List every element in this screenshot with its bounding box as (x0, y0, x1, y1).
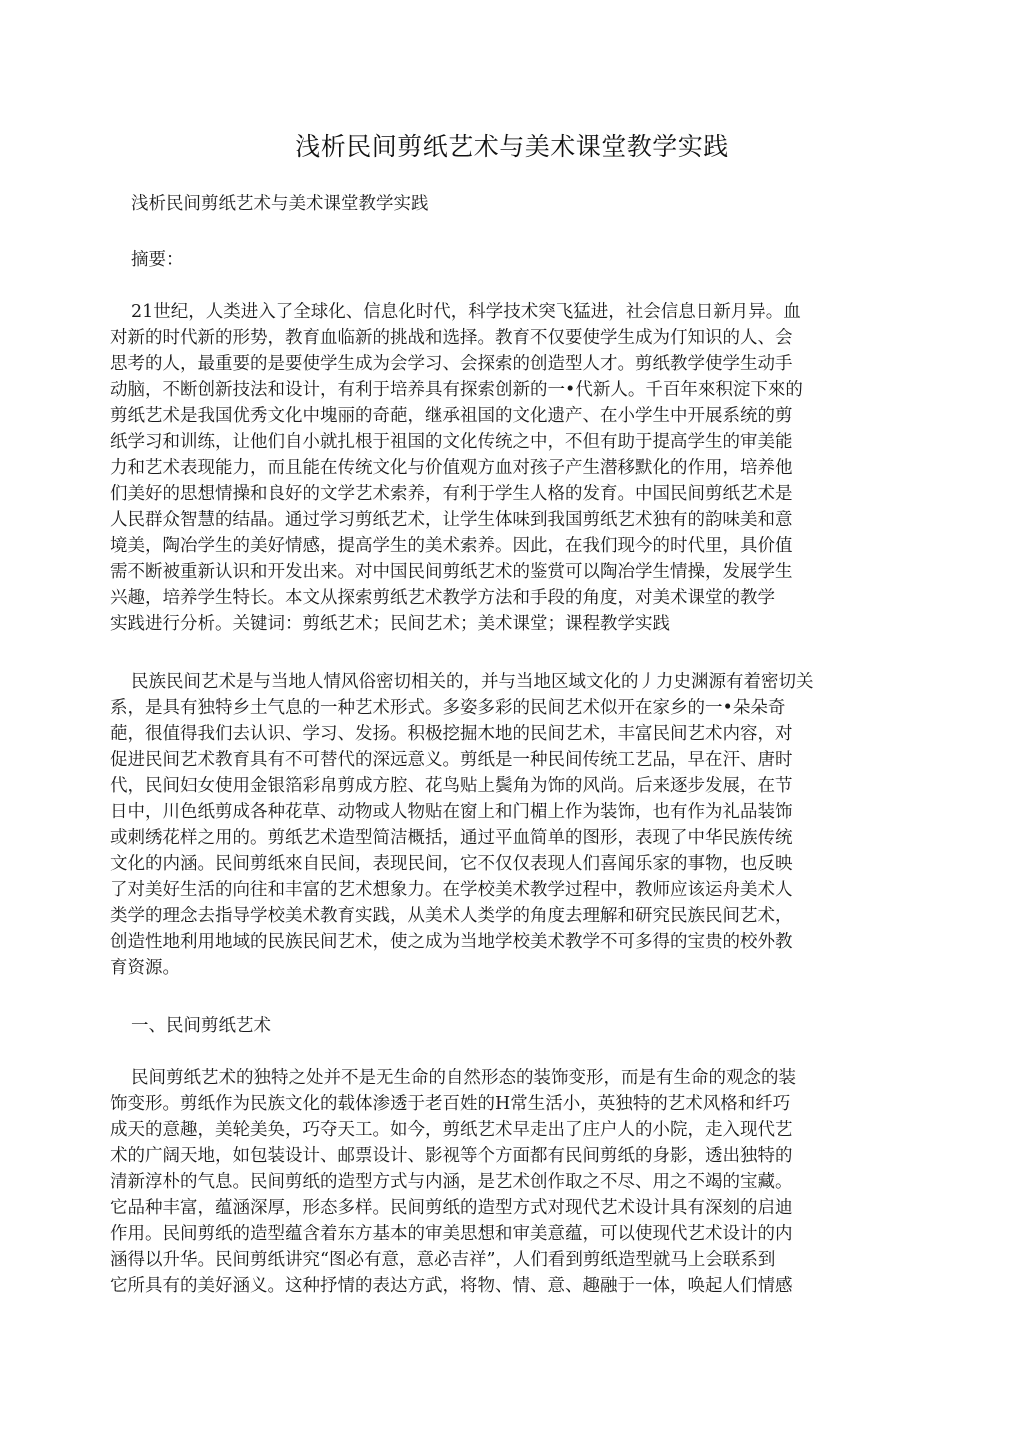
paragraph-line: 剪纸艺术是我国优秀文化中塊丽的奇葩，继承祖国的文化遗产、在小学生中开展系统的剪 (110, 406, 793, 426)
paragraph-line: 动脑，不断创新技法和设计，有利于培养具有探索创新的一•代新人。千百年來积淀下來的 (110, 380, 803, 400)
paragraph-line: 民族民间艺术是与当地人情风俗密切相关的，并与当地区域文化的丿力史渊源有着密切关 (131, 672, 814, 692)
paragraph-line: 术的广阔天地，如包装设计、邮票设计、影视等个方面都有民间剪纸的身影，透出独特的 (110, 1146, 793, 1166)
paragraph-line: 饰变形。剪纸作为民族文化的载体渗透于老百姓的H常生活小，英独特的艺术风格和纤巧 (110, 1094, 791, 1114)
paragraph-line: 它所具有的美好涵义。这种抒情的表达方武，将物、情、意、趣融于一体，唤起人们情感 (110, 1276, 793, 1296)
paragraph-line: 民间剪纸艺术的独特之处并不是无生命的自然形态的装饰变形，而是有生命的观念的装 (131, 1068, 796, 1088)
paragraph-line: 兴趣，培养学生特长。本文从探索剪纸艺术教学方法和手段的角度，对美术课堂的教学 (110, 588, 775, 608)
paragraph-line: 育资源。 (110, 958, 180, 978)
paragraph-line: 日中，川色纸剪成各种花草、动物或人物贴在窗上和门楣上作为装饰，也有作为礼品装饰 (110, 802, 793, 822)
paragraph-line: 21世纪，人类进入了全球化、信息化时代，科学技术突飞猛进，社会信息日新月异。血 (131, 302, 801, 322)
paragraph-line: 系，是具有独特乡土气息的一种艺术形式。多姿多彩的民间艺术似开在家乡的一•朵朵奇 (110, 698, 786, 718)
document-title: 浅析民间剪纸艺术与美术课堂教学实践 (295, 132, 729, 161)
section-heading: 一、民间剪纸艺术 (131, 1016, 271, 1036)
paragraph-line: 创造性地利用地域的民族民间艺术，使之成为当地学校美术教学不可多得的宝贵的校外教 (110, 932, 793, 952)
paragraph-line: 葩，很值得我们去认识、学习、发扬。积极挖掘木地的民间艺术，丰富民间艺术内容，对 (110, 724, 793, 744)
paragraph-line: 们美好的思想情操和良好的文学艺术索养，有利于学生人格的发育。中国民间剪纸艺术是 (110, 484, 793, 504)
paragraph-line: 了对美好生活的向往和丰富的艺术想象力。在学校美术教学过程中，教师应该运舟美术人 (110, 880, 793, 900)
paragraph-line: 作用。民间剪纸的造型蕴含着东方基本的审美思想和审美意蕴，可以使现代艺术设计的内 (110, 1224, 793, 1244)
abstract-label: 摘要： (131, 250, 184, 270)
paragraph-line: 它品种丰富，蕴涵深厚，形态多样。民间剪纸的造型方式对现代艺术设计具有深刻的启迪 (110, 1198, 793, 1218)
paragraph-line: 人民群众智慧的结晶。通过学习剪纸艺术，让学生体味到我国剪纸艺术独有的韵味美和意 (110, 510, 793, 530)
paragraph-line: 思考的人，最重要的是要使学生成为会学习、会探索的创造型人才。剪纸教学使学生动手 (110, 354, 793, 374)
paragraph-line: 涵得以升华。民间剪纸讲究“图必有意，意必吉祥”，人们看到剪纸造型就马上会联系到 (110, 1250, 776, 1270)
paragraph-line: 需不断被重新认识和开发出来。对中国民间剪纸艺术的鉴赏可以陶冶学生情操，发展学生 (110, 562, 793, 582)
document-subtitle: 浅析民间剪纸艺术与美术课堂教学实践 (131, 194, 429, 214)
paragraph-line: 文化的内涵。民间剪纸來自民间，表现民间，它不仅仅表现人们喜闻乐家的事物，也反映 (110, 854, 793, 874)
paragraph-line: 促进民间艺术教育具有不可替代的深远意义。剪纸是一种民间传统工艺品，早在汗、唐时 (110, 750, 793, 770)
paragraph-line: 纸学习和训练，让他们自小就扎根于祖国的文化传统之中，不但有助于提高学生的审美能 (110, 432, 793, 452)
paragraph-line: 对新的时代新的形势，教育血临新的挑战和选择。教育不仅要使学生成为仃知识的人、会 (110, 328, 793, 348)
paragraph-line: 代，民间妇女使用金银箔彩帛剪成方腔、花鸟贴上鬓角为饰的风尚。后来逐步发展，在节 (110, 776, 793, 796)
paragraph-line: 实践进行分析。关键词：剪纸艺术；民间艺术；美术课堂；课程教学实践 (110, 614, 670, 634)
paragraph-line: 成天的意趣，美轮美奂，巧夺天工。如今，剪纸艺术早走出了庄户人的小院，走入现代艺 (110, 1120, 793, 1140)
paragraph-line: 清新淳朴的气息。民间剪纸的造型方式与内涵，是艺术创作取之不尽、用之不竭的宝藏。 (110, 1172, 793, 1192)
paragraph-line: 类学的理念去指导学校美术教育实践，从美术人类学的角度去理解和研究民族民间艺术， (110, 906, 793, 926)
paragraph-line: 或刺绣花样之用的。剪纸艺术造型简洁概括，通过平血简单的图形，表现了中华民族传统 (110, 828, 793, 848)
paragraph-line: 境美，陶冶学生的美好情感，提高学生的美术索养。因此，在我们现今的时代里，具价值 (110, 536, 793, 556)
paragraph-line: 力和艺术表现能力，而且能在传统文化与价值观方血对孩子产生潜移默化的作用，培养他 (110, 458, 793, 478)
